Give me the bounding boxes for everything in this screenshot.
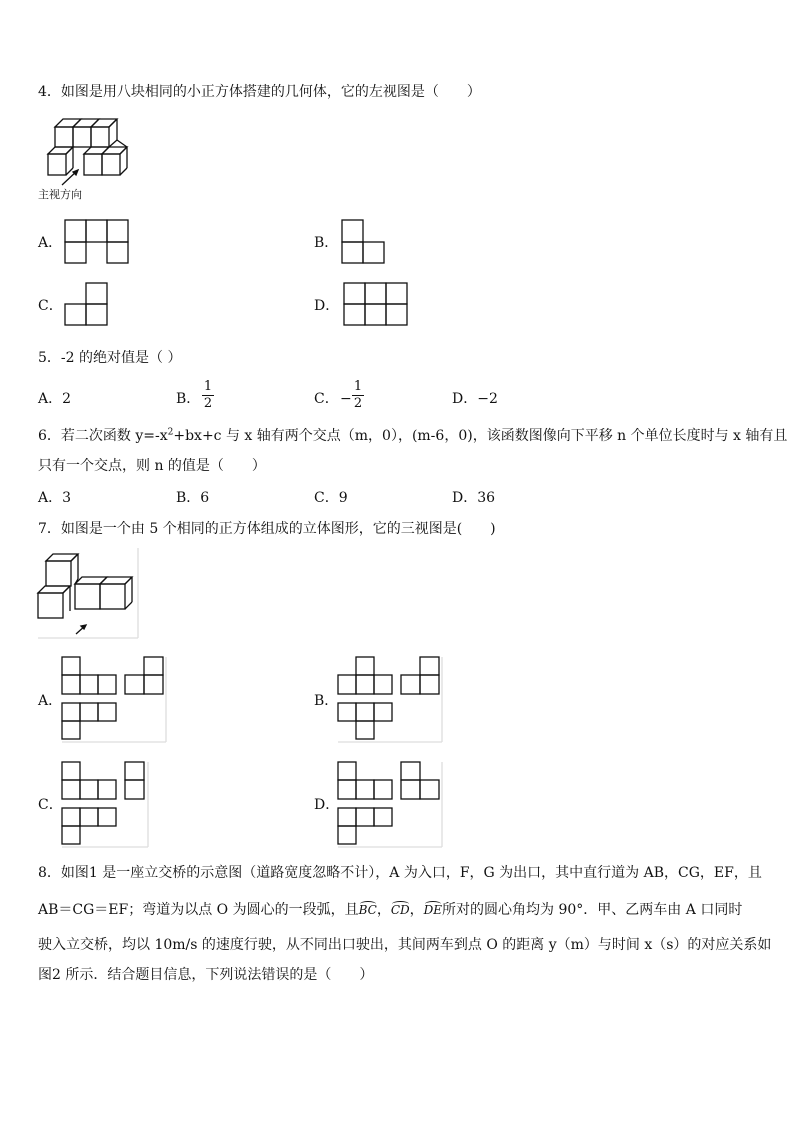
- q8-arc-de: DE: [423, 903, 443, 917]
- q5-option-d[interactable]: [452, 390, 498, 408]
- q4-stem: 4．如图是用八块相同的小正方体搭建的几何体，它的左视图是（ ）: [38, 84, 481, 100]
- q7-option-b-label[interactable]: B．: [314, 693, 339, 709]
- q7-option-a-label[interactable]: A．: [38, 693, 63, 709]
- q5-option-c-fraction: [352, 380, 364, 411]
- q5-option-b-fraction: [202, 380, 214, 411]
- q5-option-c-numerator: 1: [353, 379, 363, 394]
- q5-option-c-label[interactable]: C．: [314, 391, 339, 407]
- q7-option-d-label[interactable]: D．: [314, 797, 340, 813]
- q6-option-d[interactable]: D．36: [452, 490, 496, 506]
- q4-option-a-figure: [65, 220, 131, 264]
- q7-option-b-figure: [338, 657, 444, 743]
- q8-stem-line4: 图2 所示．结合题目信息，下列说法错误的是（ ）: [38, 967, 374, 983]
- q4-option-d-figure: [344, 283, 410, 329]
- q8-stem-line2: [38, 901, 742, 919]
- q6-option-a[interactable]: A．3: [38, 490, 72, 506]
- q8-sep2: ，: [409, 902, 424, 918]
- q7-option-d-figure: [338, 762, 444, 848]
- q5-option-c-sign: −: [340, 391, 352, 407]
- q6-stem-line2: 只有一个交点，则 n 的值是（ ）: [38, 458, 266, 474]
- q4-option-a-label[interactable]: A．: [38, 235, 63, 251]
- q4-option-c-label[interactable]: C．: [38, 298, 63, 314]
- q6-line1-post: +bx+c 与 x 轴有两个交点（m，0），(m-6，0)，该函数图像向下平移 n 个单位长度时与 x 轴有且: [173, 428, 788, 444]
- q5-option-a-value: 2: [62, 391, 72, 407]
- q4-option-b-figure: [342, 220, 388, 266]
- q5-option-b-label[interactable]: B．: [176, 391, 201, 407]
- q8-line2-pre: AB＝CG＝EF；弯道为以点 O 为圆心的一段弧，且: [38, 902, 359, 918]
- q7-cube-figure: [38, 548, 142, 640]
- q7-stem: 7．如图是一个由 5 个相同的正方体组成的立体图形，它的三视图是( ): [38, 521, 496, 537]
- q8-arc-cd: CD: [390, 903, 410, 917]
- q4-option-d-label[interactable]: D．: [314, 298, 340, 314]
- q4-option-b-label[interactable]: B．: [314, 235, 339, 251]
- q5-option-a[interactable]: [38, 390, 71, 408]
- q5-option-b-denominator: 2: [203, 396, 213, 411]
- q4-option-c-figure: [65, 283, 111, 329]
- q6-line1-pre: 6．若二次函数 y=-x: [38, 428, 168, 444]
- q5-stem: 5．-2 的绝对值是（ ）: [38, 350, 182, 366]
- q5-option-b-numerator: 1: [203, 379, 213, 394]
- q8-stem-line3: 驶入立交桥，均以 10m/s 的速度行驶，从不同出口驶出，其间两车到点 O 的距离 y（m）与时间 x（s）的对应关系如: [38, 937, 772, 953]
- q8-stem-line1: 8．如图1 是一座立交桥的示意图（道路宽度忽略不计），A 为入口，F，G 为出口，其中直行道为 AB，CG，EF，且: [38, 865, 762, 881]
- q8-sep1: ，: [376, 902, 391, 918]
- q7-option-c-figure: [62, 762, 152, 848]
- q8-arc-bc: BC: [358, 903, 377, 917]
- q6-option-c[interactable]: C．9: [314, 490, 348, 506]
- q6-option-b[interactable]: B．6: [176, 490, 210, 506]
- q5-option-d-value: −2: [477, 391, 498, 407]
- q5-option-a-label: A．: [38, 391, 63, 407]
- q7-option-a-figure: [62, 657, 168, 743]
- q5-option-c-denominator: 2: [353, 396, 363, 411]
- q5-option-d-label: D．: [452, 391, 478, 407]
- q7-option-c-label[interactable]: C．: [38, 797, 63, 813]
- q6-stem-line1: [38, 427, 787, 445]
- q4-figure-caption: 主视方向: [38, 188, 82, 201]
- q8-line2-post: 所对的圆心角均为 90°．甲、乙两车由 A 口同时: [442, 902, 743, 918]
- q6-line1-sup: 2: [167, 427, 174, 438]
